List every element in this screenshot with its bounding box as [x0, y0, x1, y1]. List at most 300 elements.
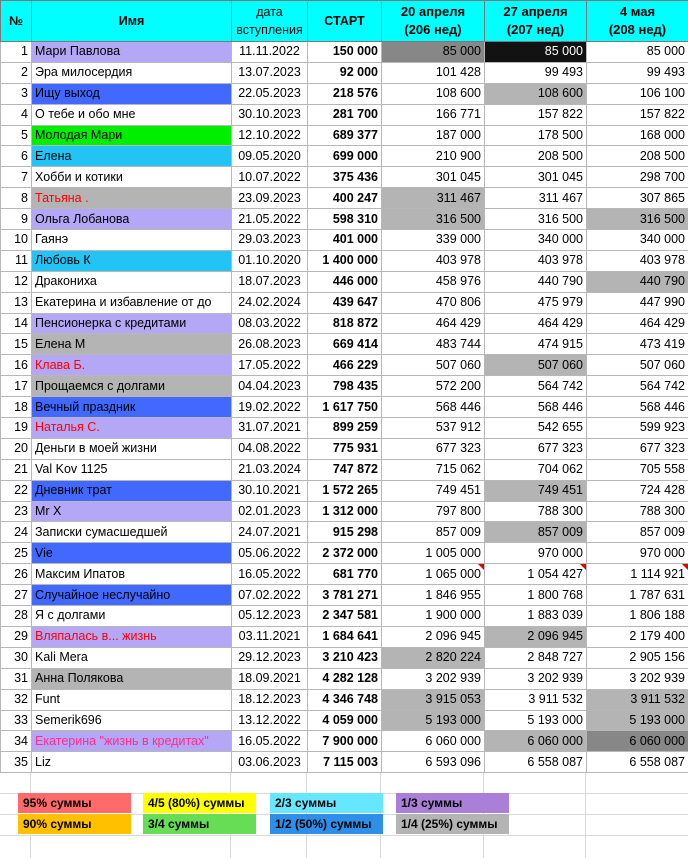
- week-207-value[interactable]: 108 600: [485, 83, 587, 104]
- week-206-value[interactable]: 339 000: [382, 230, 485, 251]
- week-206-value[interactable]: 2 820 224: [382, 647, 485, 668]
- join-date[interactable]: 12.10.2022: [232, 125, 308, 146]
- start-amount[interactable]: 1 617 750: [308, 397, 382, 418]
- week-207-value[interactable]: 1 883 039: [485, 606, 587, 627]
- join-date[interactable]: 07.02.2022: [232, 585, 308, 606]
- row-number[interactable]: 11: [1, 250, 32, 271]
- table-row: [1, 522, 688, 543]
- table-row: [1, 125, 688, 146]
- participant-name[interactable]: Наталья С.: [32, 418, 232, 439]
- table-row: [1, 209, 688, 230]
- header-week-206-line1: 20 апреля: [400, 4, 466, 19]
- header-row: [1, 1, 688, 42]
- header-week-207-line2: (207 нед): [506, 22, 565, 37]
- table-row: [1, 146, 688, 167]
- start-amount[interactable]: 466 229: [308, 355, 382, 376]
- legend-33: 1/3 суммы: [396, 793, 509, 813]
- participant-name[interactable]: Liz: [32, 752, 232, 773]
- join-date[interactable]: 03.06.2023: [232, 752, 308, 773]
- start-amount[interactable]: 150 000: [308, 42, 382, 63]
- week-207-value[interactable]: 3 911 532: [485, 689, 587, 710]
- join-date[interactable]: 03.11.2021: [232, 626, 308, 647]
- join-date[interactable]: 13.07.2023: [232, 62, 308, 83]
- participant-name[interactable]: Екатерина "жизнь в кредитах": [32, 731, 232, 752]
- week-208-value[interactable]: 316 500: [587, 209, 688, 230]
- week-206-value[interactable]: 316 500: [382, 209, 485, 230]
- join-date[interactable]: 05.12.2023: [232, 606, 308, 627]
- table-row: [1, 292, 688, 313]
- participant-name[interactable]: Val Kov 1125: [32, 459, 232, 480]
- row-number[interactable]: 32: [1, 689, 32, 710]
- week-208-value[interactable]: 157 822: [587, 104, 688, 125]
- row-number[interactable]: 21: [1, 459, 32, 480]
- header-week-208-line2: (208 нед): [608, 22, 667, 37]
- week-206-value[interactable]: 1 900 000: [382, 606, 485, 627]
- start-amount[interactable]: 598 310: [308, 209, 382, 230]
- start-amount[interactable]: 281 700: [308, 104, 382, 125]
- row-number[interactable]: 7: [1, 167, 32, 188]
- start-amount[interactable]: 4 282 128: [308, 668, 382, 689]
- participant-name[interactable]: Vie: [32, 543, 232, 564]
- cell-text: 1 054 427: [527, 566, 583, 581]
- week-206-value[interactable]: 483 744: [382, 334, 485, 355]
- week-208-value[interactable]: 6 558 087: [587, 752, 688, 773]
- week-206-value[interactable]: 2 096 945: [382, 626, 485, 647]
- start-amount[interactable]: 375 436: [308, 167, 382, 188]
- join-date[interactable]: 01.10.2020: [232, 250, 308, 271]
- row-number[interactable]: 26: [1, 564, 32, 585]
- table-row: [1, 313, 688, 334]
- join-date[interactable]: 26.08.2023: [232, 334, 308, 355]
- week-208-value[interactable]: 447 990: [587, 292, 688, 313]
- table-row: [1, 250, 688, 271]
- week-207-value[interactable]: 6 558 087: [485, 752, 587, 773]
- participant-name[interactable]: Максим Ипатов: [32, 564, 232, 585]
- row-number[interactable]: 15: [1, 334, 32, 355]
- join-date[interactable]: 21.05.2022: [232, 209, 308, 230]
- week-207-value[interactable]: 677 323: [485, 438, 587, 459]
- week-208-value[interactable]: 440 790: [587, 271, 688, 292]
- row-number[interactable]: 6: [1, 146, 32, 167]
- join-date[interactable]: 09.05.2020: [232, 146, 308, 167]
- header-week-206-line2: (206 нед): [404, 22, 462, 37]
- header-date[interactable]: [232, 1, 308, 42]
- week-208-value[interactable]: 970 000: [587, 543, 688, 564]
- comment-marker-icon[interactable]: [682, 564, 688, 570]
- participant-name[interactable]: Эра милосердия: [32, 62, 232, 83]
- table-row: [1, 271, 688, 292]
- week-208-value[interactable]: 705 558: [587, 459, 688, 480]
- table-row: [1, 626, 688, 647]
- start-amount[interactable]: 915 298: [308, 522, 382, 543]
- row-number[interactable]: 35: [1, 752, 32, 773]
- row-number[interactable]: 23: [1, 501, 32, 522]
- row-number[interactable]: 33: [1, 710, 32, 731]
- week-206-value[interactable]: 470 806: [382, 292, 485, 313]
- participant-name[interactable]: Молодая Мари: [32, 125, 232, 146]
- week-207-value[interactable]: [485, 564, 587, 585]
- legend-25: 1/4 (25%) суммы: [396, 814, 509, 834]
- join-date[interactable]: 02.01.2023: [232, 501, 308, 522]
- row-number[interactable]: 18: [1, 397, 32, 418]
- week-206-value[interactable]: 797 800: [382, 501, 485, 522]
- row-number[interactable]: 27: [1, 585, 32, 606]
- week-206-value[interactable]: 3 202 939: [382, 668, 485, 689]
- start-amount[interactable]: 681 770: [308, 564, 382, 585]
- row-number[interactable]: 8: [1, 188, 32, 209]
- start-amount[interactable]: 92 000: [308, 62, 382, 83]
- row-number[interactable]: 28: [1, 606, 32, 627]
- join-date[interactable]: 08.03.2022: [232, 313, 308, 334]
- week-206-value[interactable]: 572 200: [382, 376, 485, 397]
- week-208-value[interactable]: 724 428: [587, 480, 688, 501]
- participant-name[interactable]: Вляпалась в... жизнь: [32, 626, 232, 647]
- participant-name[interactable]: Хобби и котики: [32, 167, 232, 188]
- week-208-value[interactable]: [587, 564, 688, 585]
- participant-name[interactable]: Любовь К: [32, 250, 232, 271]
- week-207-value[interactable]: 301 045: [485, 167, 587, 188]
- table-row: [1, 543, 688, 564]
- table-row: [1, 42, 688, 63]
- week-208-value[interactable]: 464 429: [587, 313, 688, 334]
- week-208-value[interactable]: 298 700: [587, 167, 688, 188]
- week-208-value[interactable]: 168 000: [587, 125, 688, 146]
- week-207-value[interactable]: 2 848 727: [485, 647, 587, 668]
- week-207-value[interactable]: 542 655: [485, 418, 587, 439]
- participant-name[interactable]: Semerik696: [32, 710, 232, 731]
- week-207-value[interactable]: 749 451: [485, 480, 587, 501]
- week-208-value[interactable]: 106 100: [587, 83, 688, 104]
- table-row: [1, 480, 688, 501]
- header-num[interactable]: №: [1, 1, 32, 42]
- participant-name[interactable]: Записки сумасшедшей: [32, 522, 232, 543]
- week-207-value[interactable]: 178 500: [485, 125, 587, 146]
- week-208-value[interactable]: 3 911 532: [587, 689, 688, 710]
- week-206-value[interactable]: 464 429: [382, 313, 485, 334]
- participant-name[interactable]: Клава Б.: [32, 355, 232, 376]
- week-208-value[interactable]: 403 978: [587, 250, 688, 271]
- legend-95: 95% суммы: [18, 793, 131, 813]
- table-row: [1, 438, 688, 459]
- row-number[interactable]: 14: [1, 313, 32, 334]
- week-208-value[interactable]: 340 000: [587, 230, 688, 251]
- participant-name[interactable]: Дракониха: [32, 271, 232, 292]
- row-number[interactable]: 30: [1, 647, 32, 668]
- week-208-value[interactable]: 599 923: [587, 418, 688, 439]
- week-208-value[interactable]: 568 446: [587, 397, 688, 418]
- week-207-value[interactable]: 208 500: [485, 146, 587, 167]
- row-number[interactable]: 31: [1, 668, 32, 689]
- table-row: [1, 752, 688, 773]
- row-number[interactable]: 3: [1, 83, 32, 104]
- table-row: [1, 83, 688, 104]
- week-206-value[interactable]: 403 978: [382, 250, 485, 271]
- week-208-value[interactable]: 564 742: [587, 376, 688, 397]
- week-208-value[interactable]: 473 419: [587, 334, 688, 355]
- row-number[interactable]: 1: [1, 42, 32, 63]
- row-number[interactable]: 24: [1, 522, 32, 543]
- participant-name[interactable]: Вечный праздник: [32, 397, 232, 418]
- join-date[interactable]: 11.11.2022: [232, 42, 308, 63]
- start-amount[interactable]: 699 000: [308, 146, 382, 167]
- start-amount[interactable]: 4 059 000: [308, 710, 382, 731]
- table-row: [1, 230, 688, 251]
- table-row: [1, 104, 688, 125]
- week-206-value[interactable]: 108 600: [382, 83, 485, 104]
- participant-name[interactable]: Ольга Лобанова: [32, 209, 232, 230]
- week-208-value[interactable]: 208 500: [587, 146, 688, 167]
- week-207-value[interactable]: 564 742: [485, 376, 587, 397]
- week-207-value[interactable]: 340 000: [485, 230, 587, 251]
- legend-75: 3/4 суммы: [143, 814, 256, 834]
- participant-name[interactable]: Пенсионерка с кредитами: [32, 313, 232, 334]
- header-week-207[interactable]: [485, 1, 587, 42]
- table-row: [1, 397, 688, 418]
- start-amount[interactable]: 401 000: [308, 230, 382, 251]
- join-date[interactable]: 18.12.2023: [232, 689, 308, 710]
- row-number[interactable]: 4: [1, 104, 32, 125]
- week-207-value[interactable]: 99 493: [485, 62, 587, 83]
- join-date[interactable]: 24.02.2024: [232, 292, 308, 313]
- start-amount[interactable]: 899 259: [308, 418, 382, 439]
- start-amount[interactable]: 1 312 000: [308, 501, 382, 522]
- start-amount[interactable]: 818 872: [308, 313, 382, 334]
- week-207-value[interactable]: 857 009: [485, 522, 587, 543]
- grid-line: [0, 835, 688, 836]
- table-row: [1, 355, 688, 376]
- week-207-value[interactable]: 6 060 000: [485, 731, 587, 752]
- week-206-value[interactable]: 301 045: [382, 167, 485, 188]
- week-207-value[interactable]: 474 915: [485, 334, 587, 355]
- join-date[interactable]: 24.07.2021: [232, 522, 308, 543]
- start-amount[interactable]: 400 247: [308, 188, 382, 209]
- week-206-value[interactable]: 166 771: [382, 104, 485, 125]
- start-amount[interactable]: 1 400 000: [308, 250, 382, 271]
- start-amount[interactable]: 689 377: [308, 125, 382, 146]
- start-amount[interactable]: 798 435: [308, 376, 382, 397]
- week-207-value[interactable]: 464 429: [485, 313, 587, 334]
- week-206-value[interactable]: 715 062: [382, 459, 485, 480]
- row-number[interactable]: 12: [1, 271, 32, 292]
- row-number[interactable]: 19: [1, 418, 32, 439]
- week-206-value[interactable]: 507 060: [382, 355, 485, 376]
- row-number[interactable]: 17: [1, 376, 32, 397]
- participant-name[interactable]: Я с долгами: [32, 606, 232, 627]
- table-row: [1, 606, 688, 627]
- participant-name[interactable]: Татьяна .: [32, 188, 232, 209]
- participant-name[interactable]: О тебе и обо мне: [32, 104, 232, 125]
- header-week-206[interactable]: [382, 1, 485, 42]
- comment-marker-icon[interactable]: [478, 564, 484, 570]
- row-number[interactable]: 20: [1, 438, 32, 459]
- start-amount[interactable]: 3 210 423: [308, 647, 382, 668]
- week-208-value[interactable]: 85 000: [587, 42, 688, 63]
- week-207-value[interactable]: 311 467: [485, 188, 587, 209]
- row-number[interactable]: 16: [1, 355, 32, 376]
- week-208-value[interactable]: 677 323: [587, 438, 688, 459]
- week-206-value[interactable]: 568 446: [382, 397, 485, 418]
- table-row: [1, 668, 688, 689]
- header-start[interactable]: СТАРТ: [308, 1, 382, 42]
- join-date[interactable]: 16.05.2022: [232, 731, 308, 752]
- legend-66: 2/3 суммы: [270, 793, 383, 813]
- week-207-value[interactable]: 157 822: [485, 104, 587, 125]
- legend-80: 4/5 (80%) суммы: [143, 793, 256, 813]
- start-amount[interactable]: 1 572 265: [308, 480, 382, 501]
- week-207-value[interactable]: 316 500: [485, 209, 587, 230]
- row-number[interactable]: 2: [1, 62, 32, 83]
- join-date[interactable]: 16.05.2022: [232, 564, 308, 585]
- join-date[interactable]: 04.08.2022: [232, 438, 308, 459]
- row-number[interactable]: 22: [1, 480, 32, 501]
- start-amount[interactable]: 2 372 000: [308, 543, 382, 564]
- participant-name[interactable]: Екатерина и избавление от до: [32, 292, 232, 313]
- participant-name[interactable]: Дневник трат: [32, 480, 232, 501]
- start-amount[interactable]: 218 576: [308, 83, 382, 104]
- join-date[interactable]: 30.10.2021: [232, 480, 308, 501]
- week-206-value[interactable]: 187 000: [382, 125, 485, 146]
- participant-name[interactable]: Анна Полякова: [32, 668, 232, 689]
- week-206-value[interactable]: 5 193 000: [382, 710, 485, 731]
- week-207-value[interactable]: 440 790: [485, 271, 587, 292]
- week-208-value[interactable]: 788 300: [587, 501, 688, 522]
- week-207-value[interactable]: 1 800 768: [485, 585, 587, 606]
- join-date[interactable]: 22.05.2023: [232, 83, 308, 104]
- week-208-value[interactable]: 99 493: [587, 62, 688, 83]
- table-row: [1, 647, 688, 668]
- participant-name[interactable]: Funt: [32, 689, 232, 710]
- join-date[interactable]: 23.09.2023: [232, 188, 308, 209]
- week-206-value[interactable]: 3 915 053: [382, 689, 485, 710]
- participant-name[interactable]: Случайное неслучайно: [32, 585, 232, 606]
- participant-name[interactable]: Ищу выход: [32, 83, 232, 104]
- participant-name[interactable]: Прощаемся с долгами: [32, 376, 232, 397]
- header-week-208[interactable]: [587, 1, 688, 42]
- row-number[interactable]: 5: [1, 125, 32, 146]
- week-206-value[interactable]: 458 976: [382, 271, 485, 292]
- week-208-value[interactable]: 507 060: [587, 355, 688, 376]
- participant-name[interactable]: Kali Mera: [32, 647, 232, 668]
- week-207-value[interactable]: 403 978: [485, 250, 587, 271]
- row-number[interactable]: 29: [1, 626, 32, 647]
- table-row: [1, 167, 688, 188]
- row-number[interactable]: 13: [1, 292, 32, 313]
- join-date[interactable]: 31.07.2021: [232, 418, 308, 439]
- week-206-value[interactable]: 677 323: [382, 438, 485, 459]
- week-206-value[interactable]: 210 900: [382, 146, 485, 167]
- row-number[interactable]: 25: [1, 543, 32, 564]
- participant-name[interactable]: Елена: [32, 146, 232, 167]
- row-number[interactable]: 9: [1, 209, 32, 230]
- week-207-value[interactable]: 475 979: [485, 292, 587, 313]
- week-207-value[interactable]: 85 000: [485, 42, 587, 63]
- join-date[interactable]: 17.05.2022: [232, 355, 308, 376]
- header-date-line2: вступления: [236, 23, 303, 37]
- week-206-value[interactable]: 101 428: [382, 62, 485, 83]
- week-208-value[interactable]: 2 179 400: [587, 626, 688, 647]
- week-207-value[interactable]: 788 300: [485, 501, 587, 522]
- join-date[interactable]: 18.09.2021: [232, 668, 308, 689]
- start-amount[interactable]: 669 414: [308, 334, 382, 355]
- week-206-value[interactable]: 85 000: [382, 42, 485, 63]
- row-number[interactable]: 10: [1, 230, 32, 251]
- join-date[interactable]: 18.07.2023: [232, 271, 308, 292]
- week-206-value[interactable]: 537 912: [382, 418, 485, 439]
- week-207-value[interactable]: 704 062: [485, 459, 587, 480]
- start-amount[interactable]: 747 872: [308, 459, 382, 480]
- start-amount[interactable]: 446 000: [308, 271, 382, 292]
- participant-name[interactable]: Гаянэ: [32, 230, 232, 251]
- participant-name[interactable]: Мари Павлова: [32, 42, 232, 63]
- week-208-value[interactable]: 1 787 631: [587, 585, 688, 606]
- week-206-value[interactable]: 6 060 000: [382, 731, 485, 752]
- week-207-value[interactable]: 2 096 945: [485, 626, 587, 647]
- comment-marker-icon[interactable]: [580, 564, 586, 570]
- week-206-value[interactable]: [382, 564, 485, 585]
- table-row: [1, 731, 688, 752]
- join-date[interactable]: 19.02.2022: [232, 397, 308, 418]
- row-number[interactable]: 34: [1, 731, 32, 752]
- join-date[interactable]: 04.04.2023: [232, 376, 308, 397]
- cell-text: 1 114 921: [630, 566, 685, 581]
- week-207-value[interactable]: 507 060: [485, 355, 587, 376]
- table-row: [1, 62, 688, 83]
- start-amount[interactable]: 775 931: [308, 438, 382, 459]
- start-amount[interactable]: 1 684 641: [308, 626, 382, 647]
- table-row: [1, 689, 688, 710]
- start-amount[interactable]: 7 900 000: [308, 731, 382, 752]
- start-amount[interactable]: 2 347 581: [308, 606, 382, 627]
- participant-name[interactable]: Mr X: [32, 501, 232, 522]
- week-206-value[interactable]: 749 451: [382, 480, 485, 501]
- header-name[interactable]: Имя: [32, 1, 232, 42]
- week-206-value[interactable]: 1 005 000: [382, 543, 485, 564]
- week-208-value[interactable]: 1 806 188: [587, 606, 688, 627]
- week-206-value[interactable]: 311 467: [382, 188, 485, 209]
- week-207-value[interactable]: 568 446: [485, 397, 587, 418]
- week-208-value[interactable]: 857 009: [587, 522, 688, 543]
- week-208-value[interactable]: 307 865: [587, 188, 688, 209]
- join-date[interactable]: 29.03.2023: [232, 230, 308, 251]
- week-208-value[interactable]: 6 060 000: [587, 731, 688, 752]
- join-date[interactable]: 30.10.2023: [232, 104, 308, 125]
- join-date[interactable]: 29.12.2023: [232, 647, 308, 668]
- grid-line: [585, 773, 586, 858]
- week-207-value[interactable]: 5 193 000: [485, 710, 587, 731]
- legend-90: 90% суммы: [18, 814, 131, 834]
- week-207-value[interactable]: 3 202 939: [485, 668, 587, 689]
- start-amount[interactable]: 7 115 003: [308, 752, 382, 773]
- legend-50: 1/2 (50%) суммы: [270, 814, 383, 834]
- participant-name[interactable]: Деньги в моей жизни: [32, 438, 232, 459]
- start-amount[interactable]: 3 781 271: [308, 585, 382, 606]
- participant-name[interactable]: Елена М: [32, 334, 232, 355]
- table-row: [1, 418, 688, 439]
- join-date[interactable]: 13.12.2022: [232, 710, 308, 731]
- join-date[interactable]: 21.03.2024: [232, 459, 308, 480]
- start-amount[interactable]: 4 346 748: [308, 689, 382, 710]
- join-date[interactable]: 05.06.2022: [232, 543, 308, 564]
- week-206-value[interactable]: 1 846 955: [382, 585, 485, 606]
- week-207-value[interactable]: 970 000: [485, 543, 587, 564]
- join-date[interactable]: 10.07.2022: [232, 167, 308, 188]
- week-206-value[interactable]: 857 009: [382, 522, 485, 543]
- week-208-value[interactable]: 5 193 000: [587, 710, 688, 731]
- start-amount[interactable]: 439 647: [308, 292, 382, 313]
- week-206-value[interactable]: 6 593 096: [382, 752, 485, 773]
- week-208-value[interactable]: 3 202 939: [587, 668, 688, 689]
- week-208-value[interactable]: 2 905 156: [587, 647, 688, 668]
